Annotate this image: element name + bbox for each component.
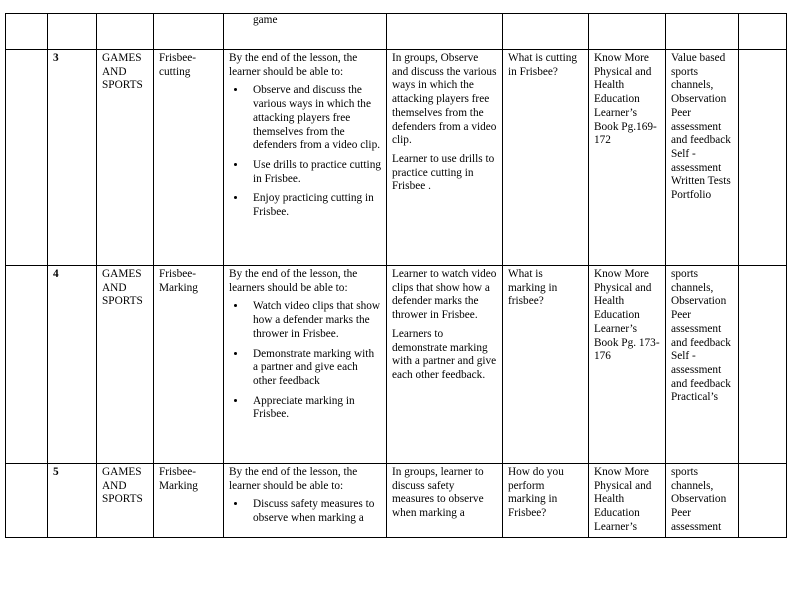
strand-cell: GAMES AND SPORTS [97, 50, 154, 266]
remarks-cell [739, 50, 787, 266]
assessment-cell: Value based sports channels, Observation Peer assessment and feedback Self - assessment Written Tests Portfolio [666, 50, 739, 266]
substrand-cell: Frisbee-Marking [154, 266, 224, 464]
learning-outcomes-cell [224, 464, 387, 538]
outcome-item: • Observe and discuss the various ways in which the attacking players free themselves from the defenders from a video clip. [247, 84, 381, 153]
outcome-intro: By the end of the lesson, the learner should be able to: [229, 52, 358, 78]
lesson-number-cell: 5 [48, 464, 97, 538]
resources-cell: Know More Physical and Health Education Learner’s Book Pg. 173-176 [589, 266, 666, 464]
key-inquiry-cell [503, 14, 589, 50]
week-cell [6, 50, 48, 266]
outcome-item: • Watch video clips that show how a defender marks the thrower in Frisbee. [247, 300, 381, 341]
activity-text: In groups, Observe and discuss the various ways in which the attacking players free themselves from the defenders from a video clip. [392, 52, 497, 147]
strand-cell: GAMES AND SPORTS [97, 464, 154, 538]
strand-cell: GAMES AND SPORTS [97, 266, 154, 464]
activity-text: Learners to demonstrate marking with a partner and give each other feedback. [392, 327, 497, 381]
lesson-number-cell [48, 14, 97, 50]
remarks-cell [739, 464, 787, 538]
learning-outcomes-cell [224, 50, 387, 266]
strand-cell [97, 14, 154, 50]
table-row [6, 14, 787, 50]
key-inquiry-cell: What is marking in frisbee? [503, 266, 589, 464]
learning-activities-cell [387, 464, 503, 538]
table-row [6, 464, 787, 538]
outcome-intro: game [253, 14, 278, 26]
outcome-list [229, 300, 381, 422]
lesson-number-cell: 3 [48, 50, 97, 266]
outcome-item: • Use drills to practice cutting in Frisbee. [247, 159, 381, 186]
table-row [6, 50, 787, 266]
remarks-cell [739, 14, 787, 50]
outcome-intro: By the end of the lesson, the learner should be able to: [229, 466, 358, 492]
learning-activities-cell [387, 14, 503, 50]
substrand-cell: Frisbee-Marking [154, 464, 224, 538]
table-row [6, 266, 787, 464]
lesson-plan-table [5, 13, 787, 538]
learning-outcomes-cell [224, 266, 387, 464]
substrand-cell: Frisbee-cutting [154, 50, 224, 266]
learning-activities-cell [387, 266, 503, 464]
week-cell [6, 266, 48, 464]
outcome-list [229, 84, 381, 219]
learning-outcomes-cell [224, 14, 387, 50]
outcome-item: • Enjoy practicing cutting in Frisbee. [247, 192, 381, 219]
outcome-list [229, 498, 381, 525]
outcome-item: • Appreciate marking in Frisbee. [247, 395, 381, 422]
activity-text: In groups, learner to discuss safety measures to observe when marking a [392, 466, 484, 520]
key-inquiry-cell: What is cutting in Frisbee? [503, 50, 589, 266]
resources-cell: Know More Physical and Health Education Learner’s Book Pg.169-172 [589, 50, 666, 266]
lesson-number-cell: 4 [48, 266, 97, 464]
week-cell [6, 464, 48, 538]
week-cell [6, 14, 48, 50]
assessment-cell [666, 14, 739, 50]
activity-text: Learner to watch video clips that show how a defender marks the thrower in Frisbee. [392, 268, 497, 322]
outcome-intro: By the end of the lesson, the learners should be able to: [229, 268, 358, 294]
outcome-item: • Discuss safety measures to observe when marking a [247, 498, 381, 525]
resources-cell [589, 14, 666, 50]
substrand-cell [154, 14, 224, 50]
activity-text: Learner to use drills to practice cutting in Frisbee . [392, 152, 495, 193]
assessment-cell: sports channels, Observation Peer assessment and feedback Self - assessment and feedback Practical’s [666, 266, 739, 464]
learning-activities-cell [387, 50, 503, 266]
key-inquiry-cell: How do you perform marking in Frisbee? [503, 464, 589, 538]
resources-cell: Know More Physical and Health Education Learner’s [589, 464, 666, 538]
outcome-item: • Demonstrate marking with a partner and give each other feedback [247, 348, 381, 389]
assessment-cell: sports channels, Observation Peer assessment [666, 464, 739, 538]
remarks-cell [739, 266, 787, 464]
